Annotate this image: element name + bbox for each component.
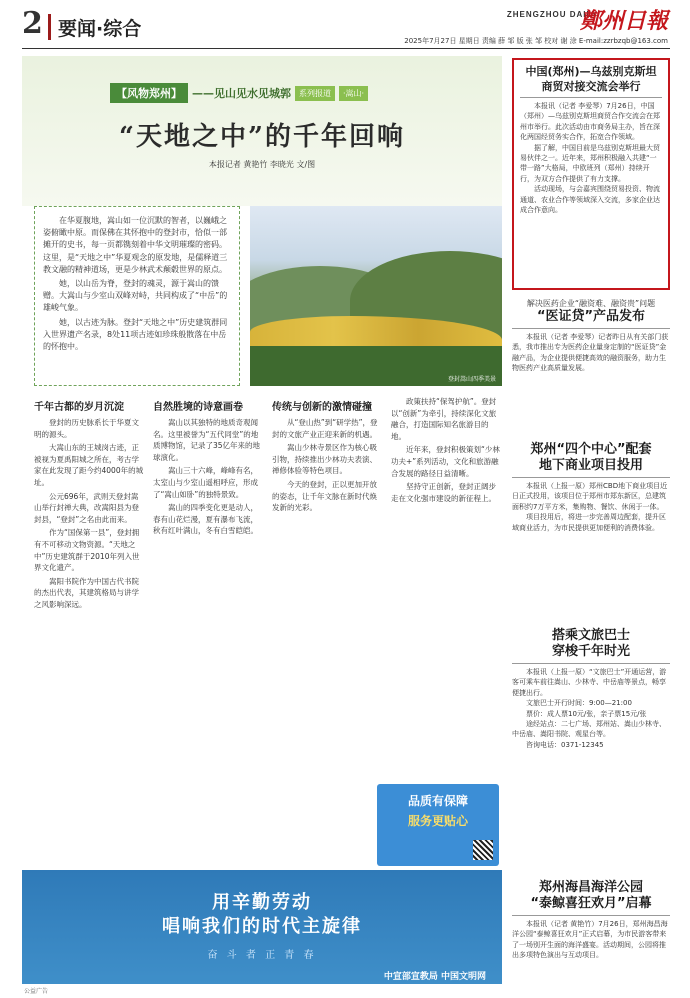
story-title-line-1: 郑州“四个中心”配套	[530, 442, 652, 457]
story-paragraph: 活动现场，与会嘉宾围绕贸易投资、物流通道、农业合作等领域深入交流，多家企业达成合作意向。	[520, 185, 660, 215]
story-title-line-2: “泰鲸喜狂欢月”启幕	[530, 896, 652, 911]
column-heading: 自然胜境的诗意画卷	[153, 402, 243, 413]
lead-paragraph: 她，以古迹为脉。登封“天地之中”历史建筑群同入世界遗产名录，8处11项古迹如珍珠般散落在中岳的怀抱中。	[43, 317, 228, 352]
column-paragraph: 公元696年，武则天登封嵩山举行封禅大典，改嵩阳县为登封县，“登封”之名由此而来。	[34, 491, 139, 524]
feature-column-1	[34, 396, 145, 866]
story-medical-loan	[512, 298, 670, 434]
story-underground-mall	[512, 442, 670, 622]
feature-header	[22, 56, 502, 206]
banner-line-2: 唱响我们的时代主旋律	[162, 916, 362, 937]
story-title-line-2: 地下商业项目投用	[538, 458, 643, 473]
story-title-line-2: 商贸对接交流会举行	[541, 80, 641, 93]
masthead-rule	[22, 48, 670, 49]
feature-column-2	[153, 396, 264, 866]
column-heading: 千年古都的岁月沉淀	[34, 402, 124, 413]
series-chip-1: 系列报道	[295, 86, 335, 101]
story-paragraph: 咨询电话：0371-12345	[526, 740, 604, 749]
story-kicker: 解决医药企业“融资难、融资贵”问题	[526, 299, 656, 308]
series-tag-main: 【风物郑州】	[110, 83, 188, 103]
service-ad-line-2: 服务更贴心	[407, 814, 468, 828]
qr-code-icon	[473, 840, 493, 860]
feature-column-3	[272, 396, 383, 866]
story-divider	[520, 97, 662, 98]
banner-line-1: 用辛勤劳动	[212, 892, 312, 913]
feature-lead	[34, 206, 240, 386]
column-paragraph: 登封的历史脉系长于华夏文明的源头。	[34, 418, 139, 439]
story-title-line-1: 搭乘文旅巴士	[551, 628, 630, 643]
story-tourism-bus	[512, 628, 670, 878]
story-paragraph: 文旅巴士开行时间：9:00—21:00	[526, 699, 632, 708]
public-ad-label: 公益广告	[24, 988, 49, 995]
feature-photo	[250, 206, 502, 386]
column-paragraph: 坚持守正创新，登封正阔步走在文化强市建设的新征程上。	[391, 482, 496, 503]
story-paragraph: 票价：成人票10元/张，亲子票15元/张	[526, 709, 647, 718]
service-ad	[377, 784, 499, 866]
story-paragraph: 本报讯（记者 李爱琴）记者昨日从有关部门获悉，我市推出专为医药企业量身定制的“医证贷”金融产品，为企业提供便捷高效的融资服务，助力生物医药产业高质量发展。	[512, 333, 669, 373]
story-paragraph: 本报讯（记者 黄艳竹）7月26日，郑州海昌海洋公园“泰鲸喜狂欢月”正式启幕，为市民游客带来了一场别开生面的海洋盛宴。活动期间，公园将推出多项特色演出与互动项目。	[512, 920, 668, 960]
story-paragraph: 项目投用后，将进一步完善周边配套，提升区域商业活力，为市民提供更加便利的消费体验。	[512, 513, 666, 532]
issue-meta: 2025年7月27日 星期日 责编 薛 邹 版 张 邹 校对 谢 涂 E-mail:zzrbzqb@163.com	[404, 37, 668, 45]
column-paragraph: 大嵩山东的王城岗古迹，正被视为夏禹阳城之所在，考古学家在此发现了距今约4000年的城址。	[34, 443, 144, 487]
story-title: “医证贷”产品发布	[536, 309, 646, 324]
story-paragraph: 途经站点：二七广场、郑州站、嵩山少林寺、中岳庙、嵩阳书院、观星台等。	[512, 720, 666, 739]
series-chip-2: ·嵩山·	[339, 86, 368, 101]
column-heading: 传统与创新的激情碰撞	[272, 402, 372, 413]
story-paragraph: 据了解，中国目前是乌兹别克斯坦最大贸易伙伴之一。近年来，郑州积极融入共建“一带一路”大格局，中欧班列（郑州）持续开行，为双方合作提供了有力支撑。	[520, 143, 660, 183]
column-paragraph: 近年来，登封积极策划“少林功夫+”系列活动，文化和旅游融合发展的路径日益清晰。	[391, 445, 500, 478]
page-number-divider	[48, 14, 51, 40]
story-divider	[512, 328, 670, 329]
story-divider	[512, 663, 670, 664]
feature-title: “天地之中”的千年回响	[119, 122, 405, 152]
section-name: 要闻·综合	[58, 18, 142, 40]
column-paragraph: 政策扶持“保驾护航”。登封以“创新”为牵引，持续深化文旅融合，打造国际知名旅游目的地。	[391, 397, 497, 441]
column-paragraph: 作为“国保第一县”，登封拥有不可移动文物资源。“天地之中”历史建筑群于2010年列入世界文化遗产。	[34, 528, 140, 573]
column-paragraph: 嵩山少林寺景区作为核心吸引物，持续推出少林功夫表演、禅修体验等特色项目。	[272, 443, 377, 476]
feature-byline: 本报记者 黄艳竹 李晓光 文/图	[208, 160, 316, 169]
column-paragraph: 嵩山的四季变化更是动人，春有山花烂漫，夏有瀑布飞流，秋有红叶满山，冬有白雪皑皑。	[153, 503, 258, 536]
column-paragraph: 嵩阳书院作为中国古代书院的杰出代表，其建筑格局与讲学之风影响深远。	[34, 576, 139, 609]
story-divider	[512, 915, 670, 916]
banner-line-3: 奋 斗 者 正 青 春	[207, 950, 317, 961]
story-title-line-1: 中国(郑州)—乌兹别克斯坦	[525, 65, 657, 78]
column-paragraph: 嵩山三十六峰，峰峰有名，太室山与少室山遥相呼应，形成了“嵩山如卧”的独特景致。	[153, 466, 258, 499]
paper-english-name: ZHENGZHOU DAILY	[506, 10, 598, 19]
story-trade-meeting	[512, 58, 670, 290]
page-number: 2	[22, 6, 43, 41]
story-paragraph: 本报讯（上报一原）郑州CBD地下商业项目近日正式投用，该项目位于郑州市郑东新区，总建筑面积约7万平方米，集购物、餐饮、休闲于一体。	[512, 482, 668, 511]
feature-article	[22, 56, 502, 866]
story-ocean-park	[512, 880, 670, 990]
story-paragraph: 本报讯（上报一原）“文旅巴士”开通运营，游客可乘车前往嵩山、少林寺、中岳庙等景点，畅享便捷出行。	[512, 668, 667, 697]
service-ad-line-1: 品质有保障	[407, 794, 468, 808]
column-paragraph: 嵩山以其独特的地质奇观闻名。这里被誉为“五代同堂”的地质博物馆，记录了35亿年来的地球演化。	[153, 418, 261, 462]
public-service-banner	[22, 870, 502, 984]
banner-credit: 中宣部宣教局 中国文明网	[383, 972, 486, 982]
lead-paragraph: 在华夏腹地，嵩山如一位沉默的智者，以巍峨之姿俯瞰中原。而保佛在其怀抱中的登封市，恰似一部摊开的史书，每一页都镌刻着中华文明璀璨的密码。这里，是“天地之中”华夏观念的原发地，是儒释道三教文融的精神道场，更是少林武术颠毂世界的原点。	[43, 216, 228, 274]
story-title-line-2: 穿梭千年时光	[551, 644, 630, 659]
lead-paragraph: 她，以山岳为脊，登封的魂灵，源于嵩山的馈赠。大嵩山与少室山双峰对峙，共同构成了“中岳”的雄峻气象。	[43, 279, 228, 313]
story-title-line-1: 郑州海昌海洋公园	[538, 880, 643, 895]
column-paragraph: 今天的登封，正以更加开放的姿态，让千年文脉在新时代焕发新的光彩。	[272, 479, 377, 513]
column-paragraph: 从“登山热”到“研学热”，登封的文旅产业正迎来新的机遇。	[272, 418, 378, 439]
story-divider	[512, 477, 670, 478]
series-tag-sub: ——见山见水见城郭	[192, 87, 291, 100]
series-tag	[110, 84, 368, 102]
paper-logo: 鄭州日報	[579, 8, 668, 34]
masthead	[0, 0, 690, 62]
photo-caption: 登封嵩山四季美景	[447, 376, 496, 383]
story-paragraph: 本报讯（记者 李爱琴）7月26日，中国（郑州）—乌兹别克斯坦商贸合作交流会在郑州市举行。此次活动由市商务局主办，旨在深化两国经贸务实合作，拓宽合作领域。	[520, 102, 660, 142]
